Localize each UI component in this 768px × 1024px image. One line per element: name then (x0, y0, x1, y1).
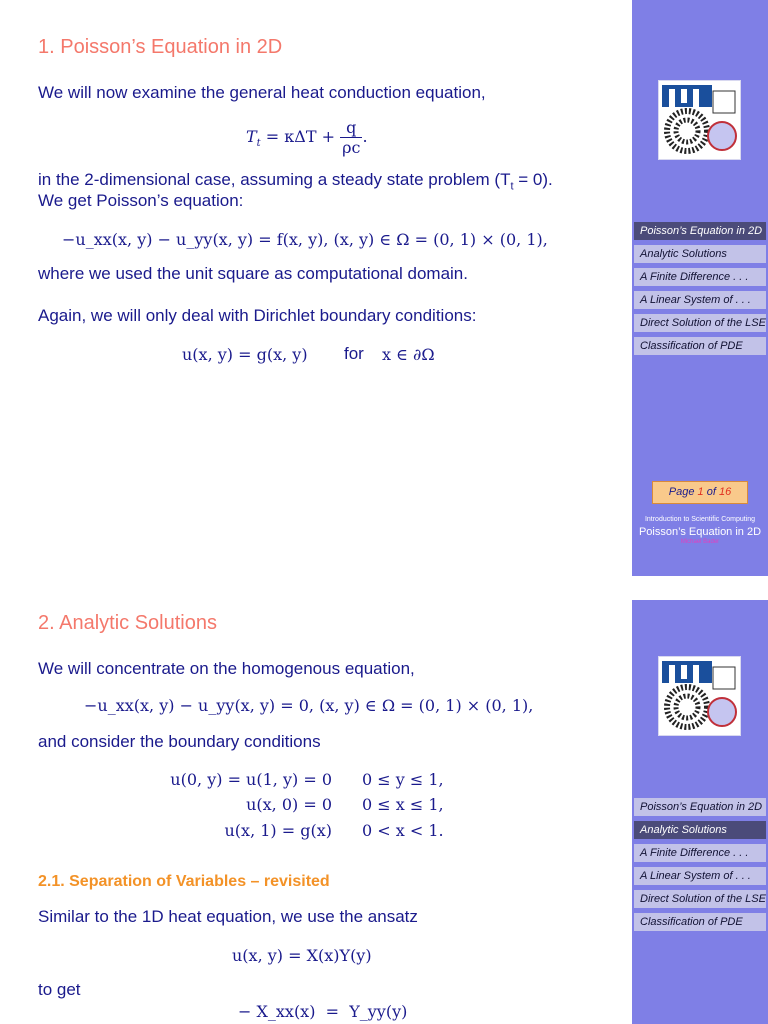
paragraph-end: = 0). (513, 170, 553, 189)
section-heading: 2. Analytic Solutions (38, 612, 217, 634)
bc-left-2: u(x, 0) = 0 (246, 795, 332, 814)
paragraph: Again, we will only deal with Dirichlet boundary conditions: (38, 306, 477, 325)
nav-item-direct-solution[interactable]: Direct Solution of the LSE (634, 890, 766, 908)
bc-right-3: 0 < x < 1. (362, 821, 444, 840)
sidebar (632, 0, 768, 576)
equation-homogenous: −u_xx(x, y) − u_yy(x, y) = 0, (x, y) ∈ Ω = (0, 1) × (0, 1), (84, 696, 534, 715)
eq-lhs: T (246, 127, 257, 146)
nav-item-classification[interactable]: Classification of PDE (634, 337, 766, 355)
nav-item-direct-solution[interactable]: Direct Solution of the LSE (634, 314, 766, 332)
paragraph: We will concentrate on the homogenous equation, (38, 659, 415, 678)
eq-rhs: = κΔT + (265, 127, 336, 146)
nav-item-poisson[interactable]: Poisson’s Equation in 2D (634, 798, 766, 816)
nav-item-linear-system[interactable]: A Linear System of . . . (634, 867, 766, 885)
equation-heat: $T_t = \kappa\Delta T$ + $\frac{q}{\rho c}$ . (246, 118, 368, 157)
bc-right-2: 0 ≤ x ≤ 1, (362, 795, 444, 814)
equation-boundary-left: u(x, y) = g(x, y) (182, 345, 308, 364)
fraction-numerator: X_xx(x) (256, 1002, 316, 1021)
slide-content (0, 600, 632, 1024)
sidebar (632, 600, 768, 1024)
page-number: 1 (697, 486, 704, 498)
nav-item-finite-difference[interactable]: A Finite Difference . . . (634, 844, 766, 862)
tum-logo (658, 80, 741, 160)
nav-item-classification[interactable]: Classification of PDE (634, 913, 766, 931)
bc-right-1: 0 ≤ y ≤ 1, (362, 770, 444, 789)
paragraph: We get Poisson’s equation: (38, 191, 244, 210)
slide-content (0, 0, 632, 576)
paragraph: where we used the unit square as computational domain. (38, 264, 468, 283)
nav-item-poisson[interactable]: Poisson’s Equation in 2D (634, 222, 766, 240)
page-of: of (706, 486, 716, 498)
equation-ansatz: u(x, y) = X(x)Y(y) (232, 946, 372, 965)
bc-left-1: u(0, y) = u(1, y) = 0 (170, 770, 332, 789)
fraction-numerator: Y_yy(y) (349, 1002, 408, 1021)
nav-item-linear-system[interactable]: A Linear System of . . . (634, 291, 766, 309)
equation-separated: − X_xx(x) = Y_yy(y) (238, 1002, 408, 1021)
paragraph: We will now examine the general heat conduction equation, (38, 83, 486, 102)
nav-item-finite-difference[interactable]: A Finite Difference . . . (634, 268, 766, 286)
bc-left-3: u(x, 1) = g(x) (224, 821, 332, 840)
equation-poisson: −u_xx(x, y) − u_yy(x, y) = f(x, y), (x, y) ∈ Ω = (0, 1) × (0, 1), (62, 230, 548, 249)
tum-logo (658, 656, 741, 736)
fraction-denominator: ρc (342, 138, 361, 157)
page-total: 16 (718, 486, 732, 498)
slide-2 (0, 600, 768, 1024)
paragraph: to get (38, 980, 81, 999)
paragraph-text: in the 2-dimensional case, assuming a steady state problem (T (38, 170, 511, 189)
page-indicator[interactable] (652, 481, 748, 504)
equation-for: for (344, 344, 364, 363)
footer-title: Poisson’s Equation in 2D (638, 526, 762, 538)
paragraph: Similar to the 1D heat equation, we use the ansatz (38, 907, 418, 926)
subscript: t (510, 180, 514, 193)
nav-item-analytic[interactable]: Analytic Solutions (634, 245, 766, 263)
page-label: Page (668, 486, 695, 498)
equation-boundary-right: x ∈ ∂Ω (382, 345, 435, 364)
nav-item-analytic[interactable]: Analytic Solutions (634, 821, 766, 839)
fraction-numerator: q (340, 118, 362, 138)
fraction (340, 118, 362, 157)
subsection-heading: 2.1. Separation of Variables – revisited (38, 873, 330, 890)
section-heading: 1. Poisson’s Equation in 2D (38, 36, 283, 58)
paragraph: and consider the boundary conditions (38, 732, 321, 751)
footer-course: Introduction to Scientific Computing (644, 516, 756, 523)
footer-author: Michael Bader (680, 539, 720, 545)
